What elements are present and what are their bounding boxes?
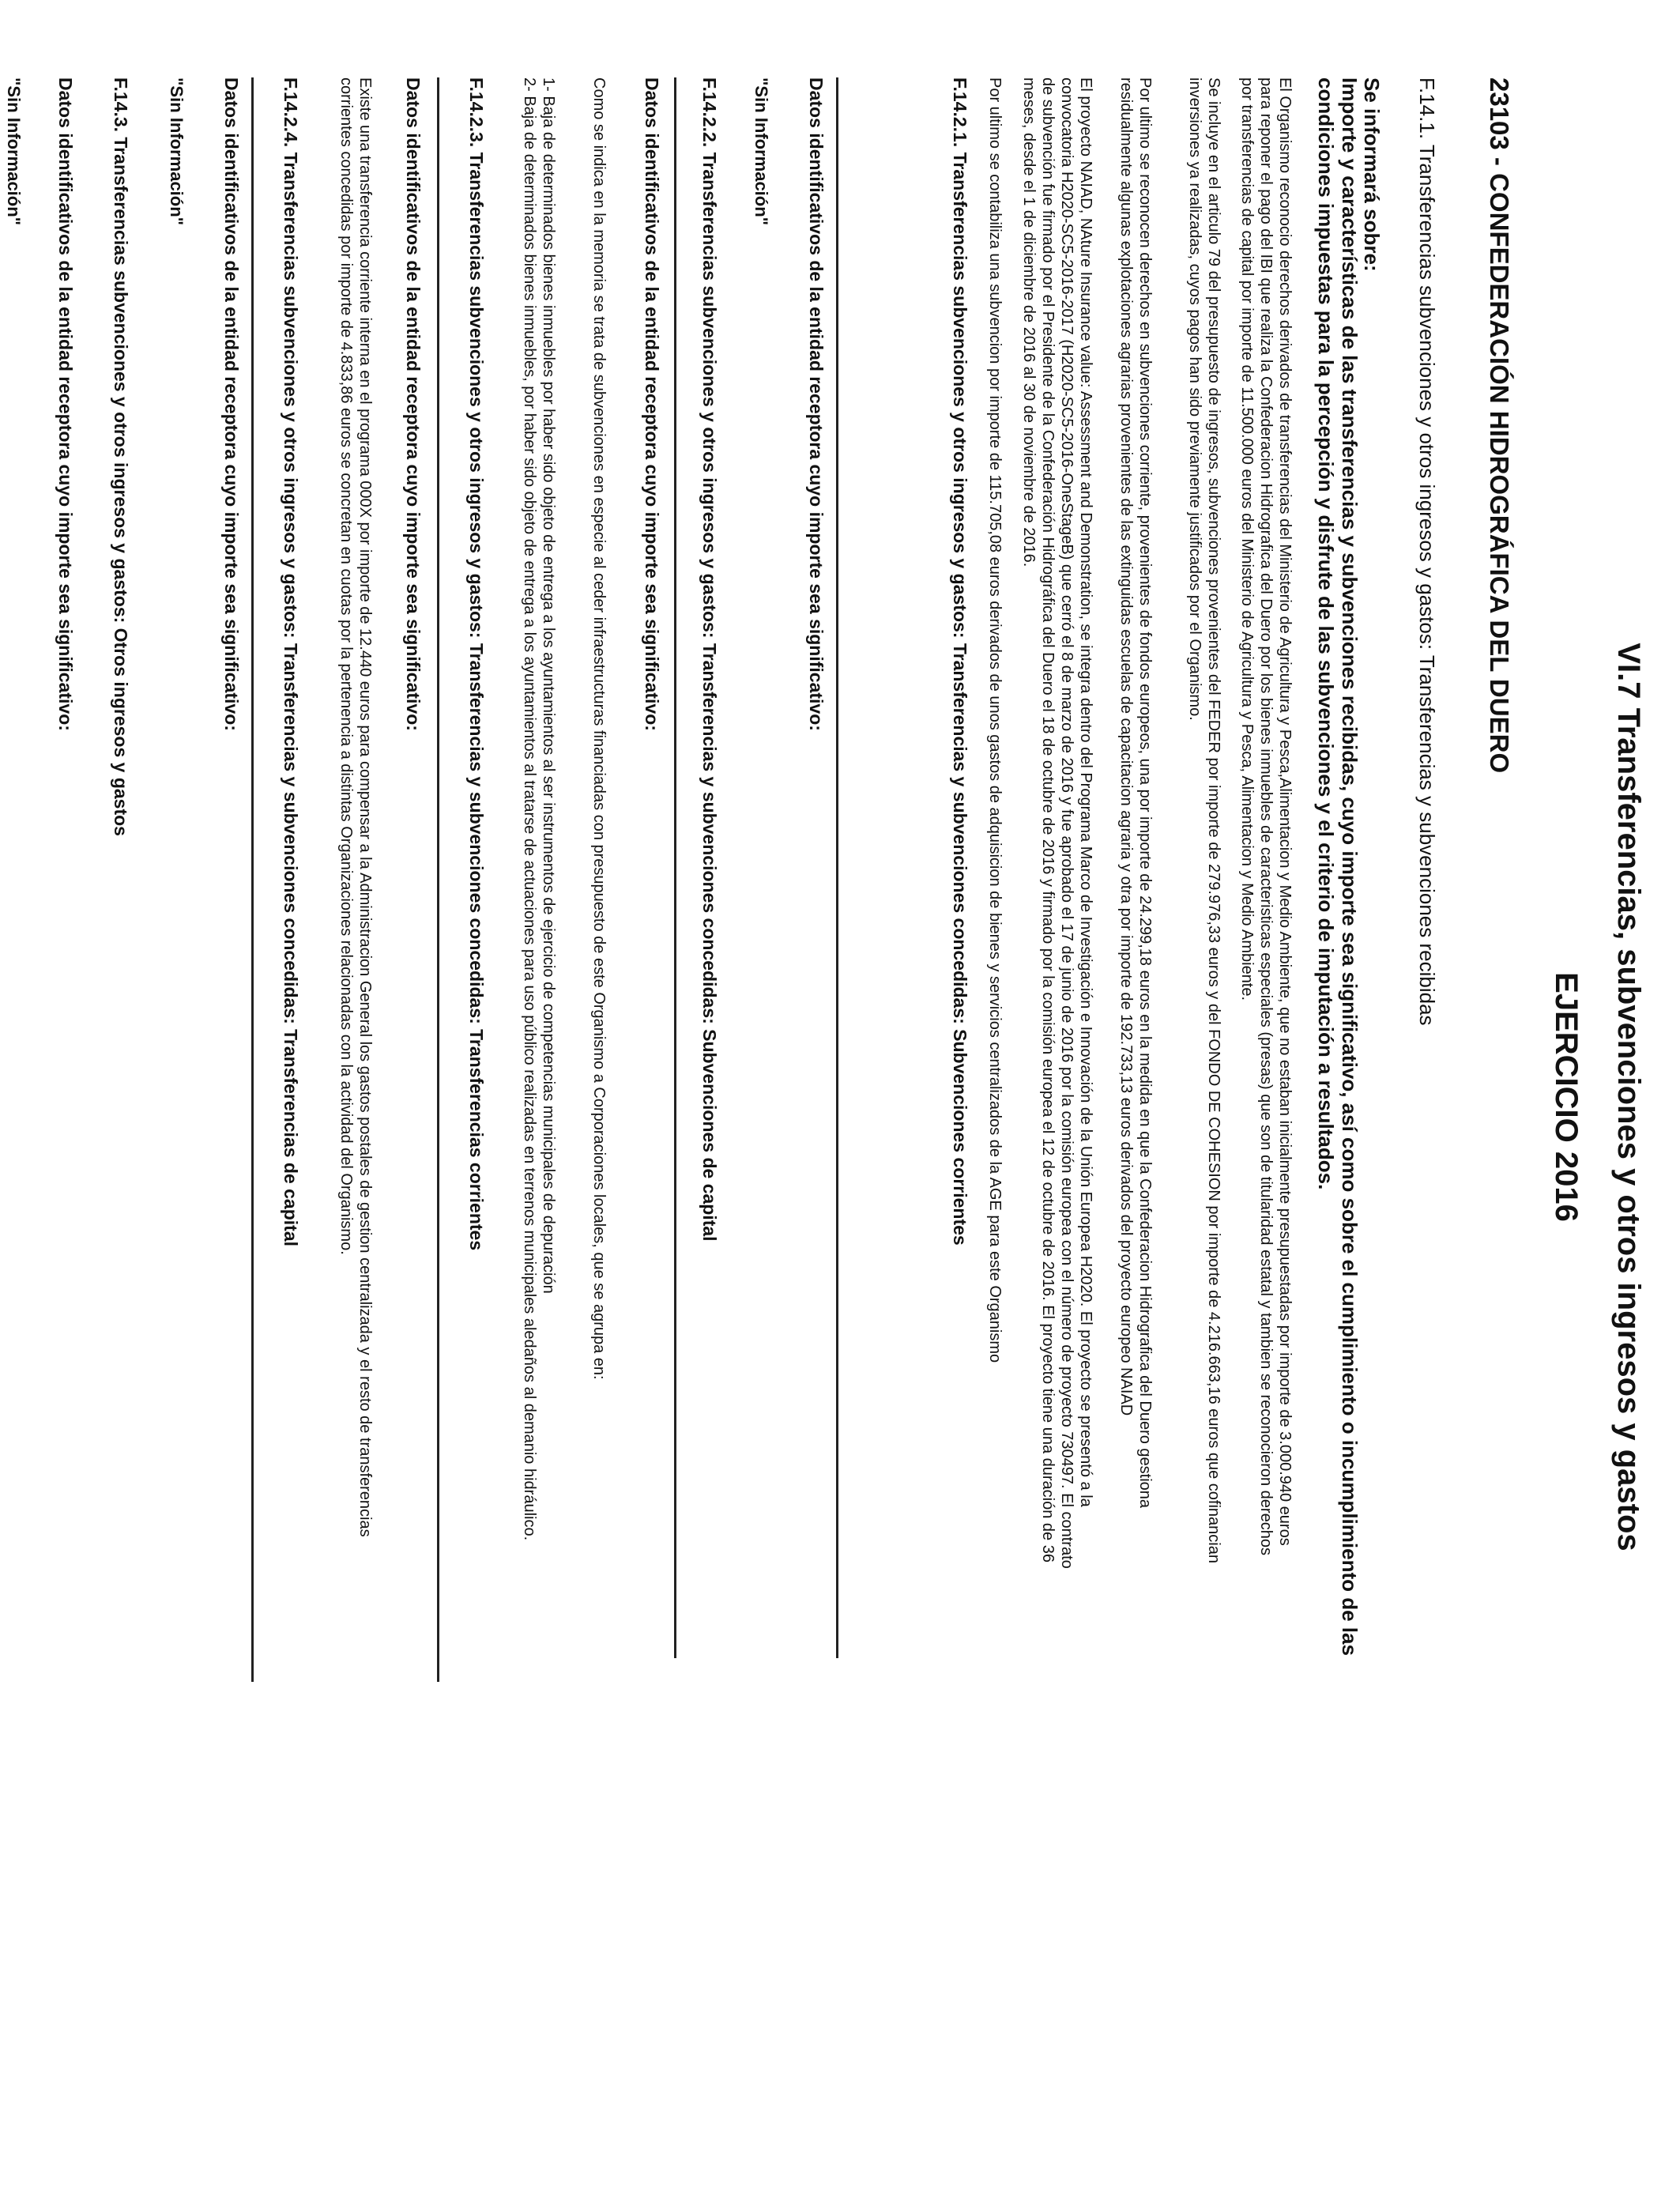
- data-label: Datos identificativos de la entidad receptora cuyo importe sea significativo:: [642, 77, 662, 731]
- no-information-value: "Sin Información": [167, 77, 186, 226]
- text-line: Existe una transferencia corriente interna en el programa 000X por importe de 12.440 euros para compensar a la Administracion General los gastos postales de gestion centralizada y el resto de transferencias: [356, 77, 374, 1537]
- no-information-value: "Sin Información": [4, 77, 24, 226]
- section-heading-f14-3: F.14.3. Transferencias subvenciones y otros ingresos y gastos: Otros ingresos y gastos: [111, 77, 131, 836]
- section-title: Transferencias subvenciones y otros ingresos y gastos: Transferencias y subvenciones recibidas: [1415, 144, 1439, 1026]
- paragraph-naiad: [1019, 77, 1095, 1569]
- text-line: de subvención fue firmado por el Presidente de la Confederación Hidrográfica del Duero el 18 de octubre de 2016 y firmado por la comisión europea el 12 de octubre de 2016. El proyecto tiene una duración de 36: [1039, 77, 1057, 1563]
- section-heading-f14-2-2: F.14.2.2. Transferencias subvenciones y otros ingresos y gastos: Transferencias y subvenciones concedidas: Subvenciones de capital: [699, 77, 720, 1242]
- text-line: El Organismo reconocio derechos derivados de transferencias del Ministerio de Agricultura y Pesca,Alimentacion y Medio Ambiente, que no estaban inicialmente presupuestadas por importe de 3.000.940 euros: [1276, 77, 1294, 1546]
- text-line: convocatoria H2020-SC5-2016-2017 (H2020-SC5-2016-OneStageB) que cerró el 8 de marzo de 2016 y fue aprobado el 17 de junio de 2016 por la comisión europea con el número de proyecto 730497. El contrato: [1058, 77, 1075, 1569]
- inform-line: condiciones impuestas para la percepción y disfrute de las subvenciones y el criterio de imputación a resultados.: [1314, 77, 1338, 1190]
- paragraph-feder: [1185, 77, 1223, 1563]
- paragraph-transfers: [1237, 77, 1294, 1555]
- inform-title: Se informará sobre:: [1360, 77, 1384, 272]
- section-divider: [251, 77, 254, 1682]
- section-heading-f14-1: [1414, 77, 1439, 1026]
- paragraph-age: [985, 77, 1004, 1363]
- data-label: Datos identificativos de la entidad receptora cuyo importe sea significativo:: [55, 77, 76, 731]
- section-divider: [836, 77, 838, 1658]
- text-line: Por ultimo se reconocen derechos en subvenciones corriente, provenientes de fondos europeos, una por importe de 24.299,18 euros en la medida en que la Confederacion Hidrografica del Duero gestiona: [1136, 77, 1154, 1509]
- section-heading-f14-2-3: F.14.2.3. Transferencias subvenciones y otros ingresos y gastos: Transferencias y subvenciones concedidas: Transferencias corrientes: [466, 77, 487, 1251]
- data-label: Datos identificativos de la entidad receptora cuyo importe sea significativo:: [221, 77, 242, 731]
- organization-heading: 23103 - CONFEDERACIÓN HIDROGRÁFICA DEL DUERO: [1485, 77, 1514, 774]
- text-line: Se incluye en el articulo 79 del presupuesto de ingresos, subvenciones provenientes del FEDER por importe de 279.976,33 euros y del FONDO DE COHESION por importe de 4.216.663,16 euros que cofinancian: [1205, 77, 1222, 1563]
- data-label: Datos identificativos de la entidad receptora cuyo importe sea significativo:: [403, 77, 424, 731]
- data-label: Datos identificativos de la entidad receptora cuyo importe sea significativo:: [806, 77, 827, 731]
- text-line: corrientes concedidas por importe de 4.833,86 euros se concretan en cuotas por la pertenencia a distintas Organizaciones relacionadas con la actividad del Organismo.: [337, 77, 355, 1255]
- section-heading-f14-2-4: F.14.2.4. Transferencias subvenciones y otros ingresos y gastos: Transferencias y subvenciones concedidas: Transferencias de capital: [281, 77, 301, 1247]
- text-line: El proyecto NAIAD, NAture Insurance value: Assessment and Demonstration, se integra dentro del Programa Marco de Investigación e Innovación de la Unión Europea H2020. El proyecto se presentó a la: [1077, 77, 1094, 1507]
- fiscal-year: EJERCICIO 2016: [1549, 972, 1584, 1222]
- capital-subsidies-list: [520, 77, 558, 1540]
- text-line: meses, desde el 1 de diciembre de 2016 al 30 de noviembre de 2016.: [1020, 77, 1038, 567]
- text-line: residualmente algunas explotaciones agrarias provenientes de las extinguidas escuelas de capacitacion agraria y otra por importe de 192.733,13 euros derivados del proyecto europeo NAIAD: [1117, 77, 1135, 1416]
- text-line: por transferencias de capital por importe de 11.500.000 euros del Ministerio de Agricultura y Pesca, Alimentacion y Medio Ambiente.: [1238, 77, 1256, 1001]
- section-divider: [674, 77, 676, 1658]
- inform-line: Importe y características de las transferencias y subvenciones recibidas, cuyo importe sea significativo, así como sobre el cumplimiento o incumplimiento de las: [1338, 77, 1362, 1656]
- section-divider: [437, 77, 439, 1682]
- paragraph-european-funds: [1117, 77, 1155, 1508]
- text-line: inversiones ya realizadas, cuyos pagos han sido previamente justificados por el Organismo.: [1186, 77, 1203, 721]
- inform-text: [1314, 77, 1362, 1656]
- no-information-value: "Sin Información": [751, 77, 771, 226]
- capital-subsidies-intro: Como se indica en la memoria se trata de subvenciones en especie al ceder infraestructuras financiadas con presupuesto de este Organismo a Corporaciones locales, que se agrupa en:: [590, 77, 608, 1380]
- text-line: Por ultimo se contabiliza una subvencion por importe de 115.705,08 euros derivados de unos gastos de adquisicion de bienes y servicios centralizados de la AGE para este Organismo: [986, 77, 1004, 1363]
- list-item: 1- Baja de determinados bienes inmuebles por haber sido objeto de entrega a los ayuntamientos al ser instrumentos de ejercicio de competencias municipales de depuración: [540, 77, 557, 1294]
- section-code: F.14.1.: [1415, 77, 1439, 140]
- text-line: para reponer el pago del IBI que realiza la Confederacion Hidrografica del Duero por los bienes inmuebles de caracteristicas especiales (presas) que son de titularidad estatal y tambien se reconocieron derechos: [1257, 77, 1275, 1555]
- list-item: 2- Baja de determinados bienes inmuebles, por haber sido objeto de entrega a los ayuntamientos al tratarse de actuaciones para uso público realizadas en terrenos municipales aledaños al demanio hidráulico.: [521, 77, 538, 1541]
- page-title: VI.7 Transferencias, subvenciones y otros ingresos y gastos: [1611, 643, 1646, 1551]
- section-heading-f14-2-1: F.14.2.1. Transferencias subvenciones y otros ingresos y gastos: Transferencias y subvenciones concedidas: Subvenciones corrientes: [950, 77, 970, 1246]
- current-transfers-text: [337, 77, 375, 1537]
